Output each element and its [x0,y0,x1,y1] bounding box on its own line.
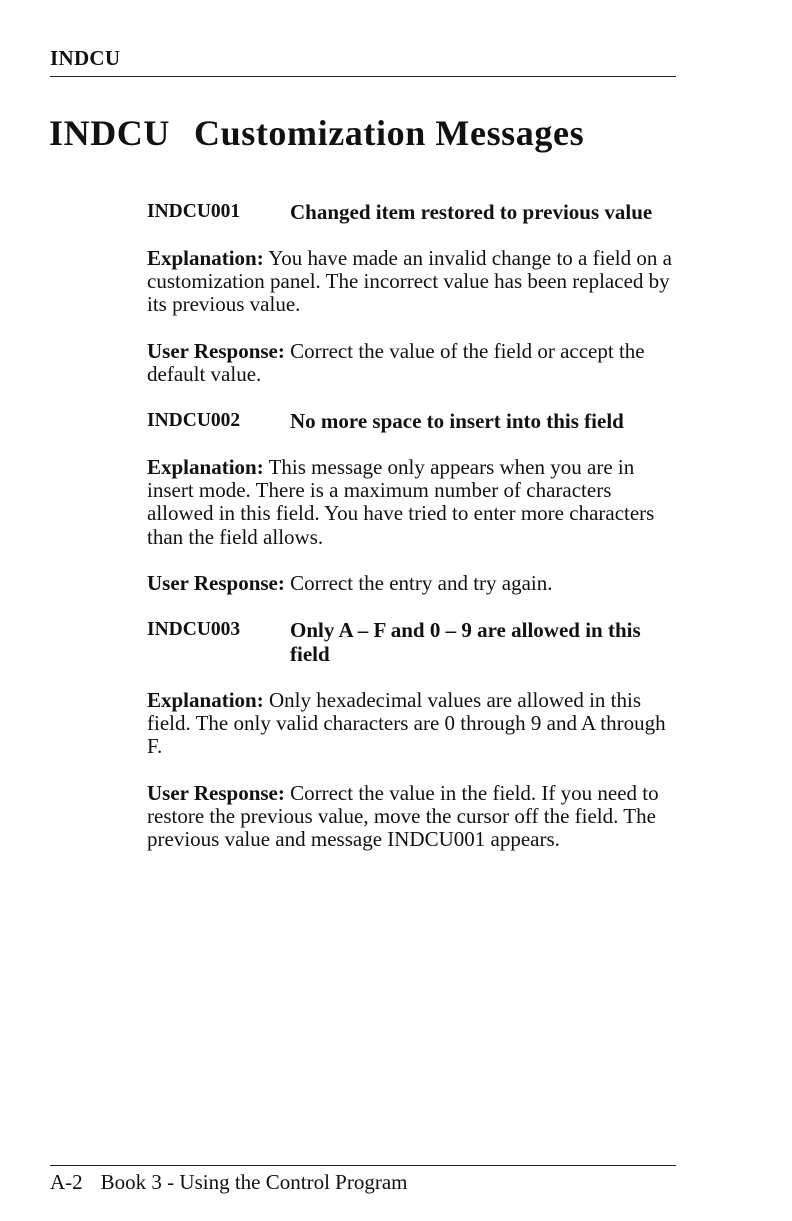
explanation-text: This message only appears when you are in insert mode. There is a maximum number of characters allowed in this field. You have tried to enter more characters than the field allows. [147,455,655,549]
user-response-label: User Response: [147,570,285,595]
user-response-text: Correct the value in the field. If you need to restore the previous value, move the cursor off the field. The previous value and message INDCU001 appears. [147,780,659,852]
explanation-label: Explanation: [147,688,264,713]
page-title [49,112,584,154]
explanation-paragraph [147,456,679,549]
explanation-paragraph [147,247,679,317]
page-footer [50,1170,408,1195]
message-header [147,618,679,666]
message-entry [147,618,679,851]
explanation-text: You have made an invalid change to a field on a customization panel. The incorrect value has been replaced by its previous value. [147,246,672,317]
user-response-paragraph [147,782,679,852]
header-rule [50,76,676,77]
explanation-text: Only hexadecimal values are allowed in this field. The only valid characters are 0 through 9 and A through F. [147,688,666,759]
page-number: A-2 [50,1170,83,1194]
explanation-label: Explanation: [147,455,264,480]
message-title: Only A – F and 0 – 9 are allowed in this field [290,618,641,667]
user-response-label: User Response: [147,780,285,805]
user-response-paragraph [147,340,679,386]
message-id: INDCU003 [147,619,241,641]
message-list [147,200,679,851]
footer-rule [50,1165,676,1166]
page-title-prefix: INDCU [49,113,171,153]
explanation-label: Explanation: [147,246,264,270]
message-id: INDCU001 [147,201,241,222]
book-title: Book 3 - Using the Control Program [100,1170,408,1194]
user-response-text: Correct the entry and try again. [290,570,553,595]
message-header [147,409,679,433]
running-head: INDCU [50,46,121,70]
user-response-text: Correct the value of the field or accept the default value. [147,338,645,386]
message-header [147,200,679,224]
message-title: Changed item restored to previous value [290,200,653,224]
user-response-label: User Response: [147,338,285,363]
explanation-paragraph [147,689,679,759]
page-title-main: Customization Messages [194,113,585,153]
message-entry [147,409,679,595]
message-entry [147,200,679,386]
message-title: No more space to insert into this field [290,409,624,434]
user-response-paragraph [147,572,679,595]
message-id: INDCU002 [147,410,241,432]
